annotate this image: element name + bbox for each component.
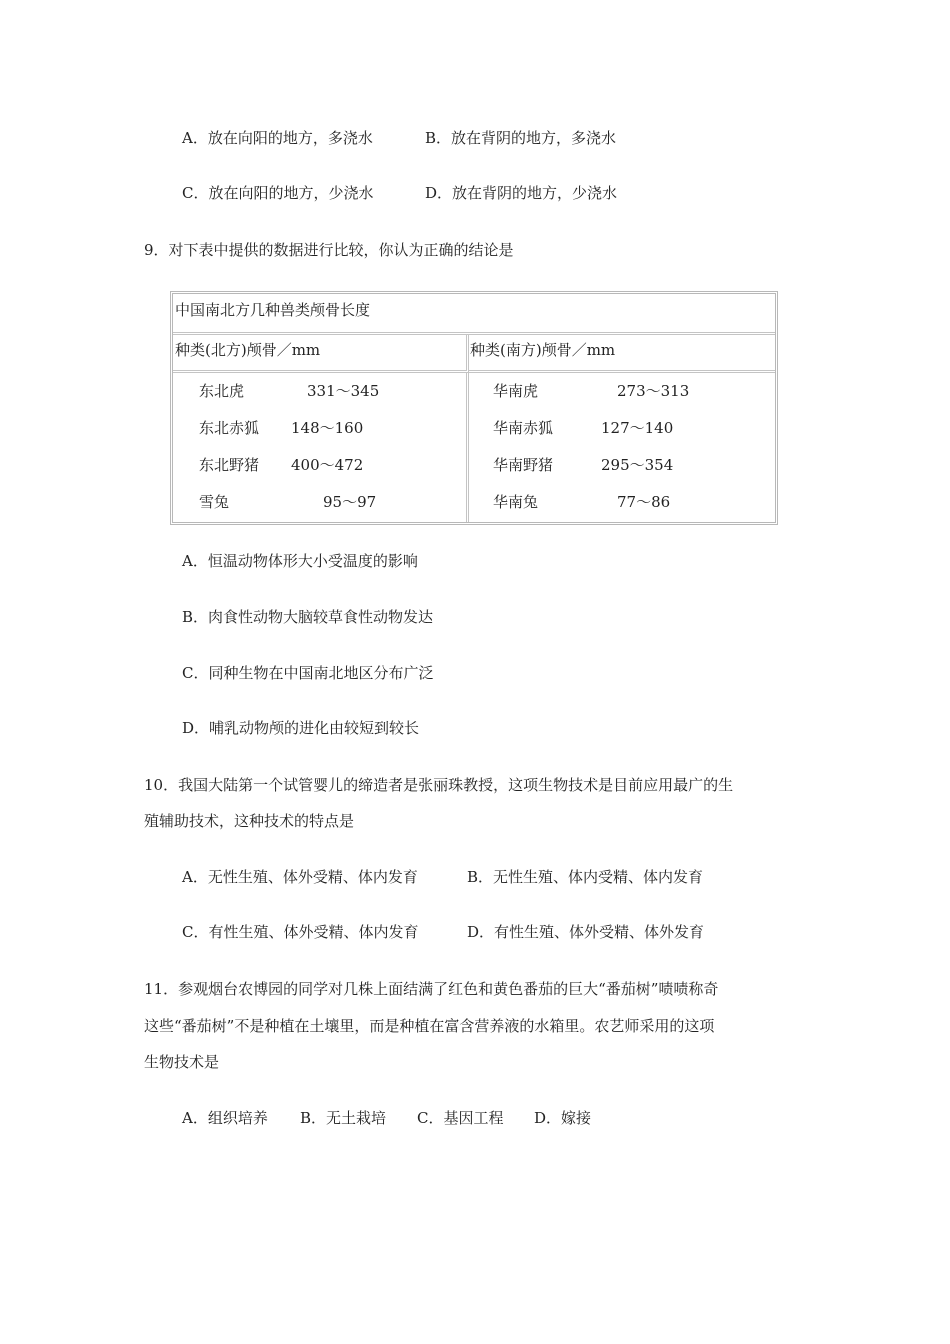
q9-option-a: A．恒温动物体形大小受温度的影响 [182,552,418,570]
q9-option-d: D．哺乳动物颅的进化由较短到较长 [182,719,420,737]
north-value: 148～160 [291,419,364,437]
q9-option-c: C．同种生物在中国南北地区分布广泛 [182,664,434,682]
south-name: 华南兔 [493,493,539,511]
q10-option-a: A．无性生殖、体外受精、体内发育 [182,868,418,886]
q8-option-a: A．放在向阳的地方，多浇水 [182,129,373,147]
north-value: 331～345 [307,382,380,400]
north-name: 东北野猪 [199,456,260,474]
south-value: 295～354 [601,456,674,474]
table-title-row [173,294,775,335]
q11-option-d: D．嫁接 [534,1109,592,1127]
north-name: 东北赤狐 [199,419,260,437]
south-name: 华南野猪 [493,456,554,474]
q11-option-a: A．组织培养 [182,1109,268,1127]
north-value: 95～97 [323,493,377,511]
north-value: 400～472 [291,456,364,474]
q9-stem: 9．对下表中提供的数据进行比较，你认为正确的结论是 [144,241,514,259]
q11-option-b: B．无土栽培 [300,1109,387,1127]
q10-stem-line2: 殖辅助技术，这种技术的特点是 [144,812,355,830]
q10-stem-line1: 10．我国大陆第一个试管婴儿的缔造者是张丽珠教授，这项生物技术是目前应用最广的生 [144,776,734,794]
q11-stem-line2: 这些“番茄树”不是种植在土壤里，而是种植在富含营养液的水箱里。农艺师采用的这项 [144,1017,715,1035]
q10-option-d: D．有性生殖、体外受精、体外发育 [467,923,705,941]
table-body-south [469,373,775,522]
q10-option-c: C．有性生殖、体外受精、体内发育 [182,923,419,941]
south-value: 273～313 [617,382,690,400]
table-header-south [469,335,775,373]
q11-stem-line1: 11．参观烟台农博园的同学对几株上面结满了红色和黄色番茄的巨大“番茄树”啧啧称奇 [144,980,719,998]
q10-option-b: B．无性生殖、体内受精、体内发育 [467,868,704,886]
skull-length-table [170,291,778,525]
south-name: 华南虎 [493,382,539,400]
q11-stem-line3: 生物技术是 [144,1053,220,1071]
q11-option-c: C．基因工程 [417,1109,504,1127]
south-name: 华南赤狐 [493,419,554,437]
south-value: 77～86 [617,493,671,511]
q8-option-b: B．放在背阴的地方，多浇水 [425,129,617,147]
q8-option-c: C．放在向阳的地方，少浇水 [182,184,374,202]
q8-option-d: D．放在背阴的地方，少浇水 [425,184,618,202]
q9-option-b: B．肉食性动物大脑较草食性动物发达 [182,608,434,626]
table-title: 中国南北方几种兽类颅骨长度 [175,301,371,319]
north-name: 东北虎 [199,382,245,400]
table-body-north [173,373,469,522]
south-value: 127～140 [601,419,674,437]
header-south-label: 种类(南方)颅骨／mm [470,341,616,359]
header-north-label: 种类(北方)颅骨／mm [175,341,321,359]
north-name: 雪兔 [199,493,230,511]
table-header-north [173,335,469,373]
